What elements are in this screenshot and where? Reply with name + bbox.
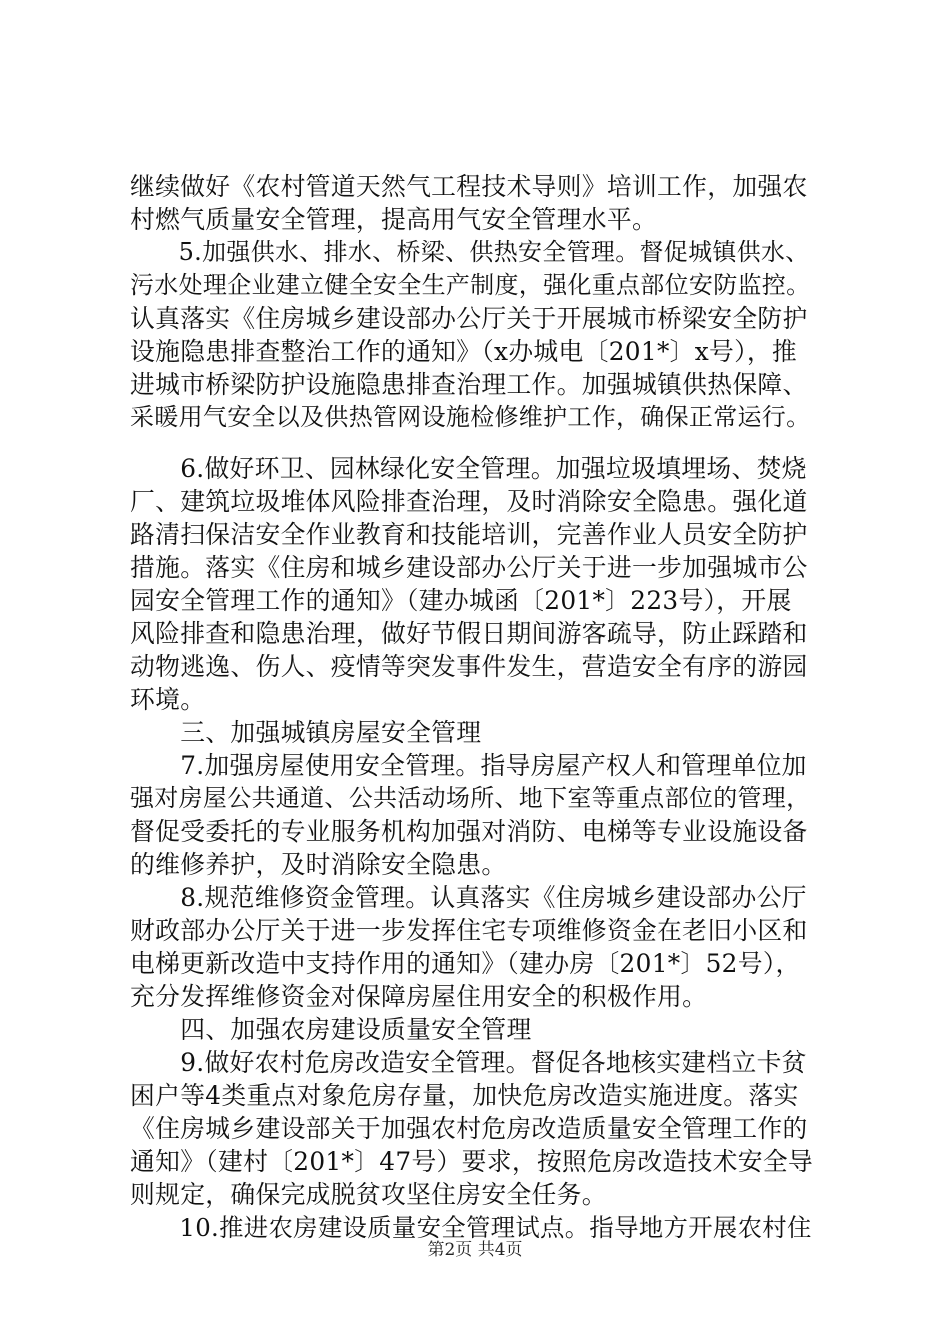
- text-line: 继续做好《农村管道天然气工程技术导则》培训工作，加强农: [130, 172, 808, 201]
- text-line: 困户等4类重点对象危房存量，加快危房改造实施进度。落实: [130, 1081, 799, 1110]
- text-line: 污水处理企业建立健全安全生产制度，强化重点部位安防监控。: [130, 271, 811, 299]
- text-line: 的维修养护，及时消除安全隐患。: [130, 850, 507, 879]
- text-line: 设施隐患排查整治工作的通知》（x办城电〔201*〕x号），推: [130, 337, 798, 366]
- text-line: 动物逃逸、伤人、疫情等突发事件发生，营造安全有序的游园: [130, 652, 808, 681]
- text-line: 督促受委托的专业服务机构加强对消防、电梯等专业设施设备: [130, 817, 808, 846]
- text-line: 采暖用气安全以及供热管网设施检修维护工作，确保正常运行。: [130, 403, 811, 431]
- text-line: 5.加强供水、排水、桥梁、供热安全管理。督促城镇供水、: [130, 238, 810, 266]
- text-line: 村燃气质量安全管理，提高用气安全管理水平。: [130, 205, 658, 234]
- text-line: 《住房城乡建设部关于加强农村危房改造质量安全管理工作的: [130, 1114, 808, 1143]
- text-line: 6.做好环卫、园林绿化安全管理。加强垃圾填埋场、焚烧: [130, 454, 807, 483]
- text-line: 风险排查和隐患治理，做好节假日期间游客疏导，防止踩踏和: [130, 619, 808, 648]
- text-line: 路清扫保洁安全作业教育和技能培训，完善作业人员安全防护: [130, 520, 808, 549]
- text-line: 强对房屋公共通道、公共活动场所、地下室等重点部位的管理，: [130, 784, 811, 812]
- text-line: 充分发挥维修资金对保障房屋住用安全的积极作用。: [130, 982, 708, 1011]
- text-line: 10.推进农房建设质量安全管理试点。指导地方开展农村住: [130, 1213, 812, 1242]
- text-line: 园安全管理工作的通知》（建办城函〔201*〕223号），开展: [130, 586, 792, 615]
- text-line: 厂、建筑垃圾堆体风险排查治理，及时消除安全隐患。强化道: [130, 487, 808, 516]
- text-line: 7.加强房屋使用安全管理。指导房屋产权人和管理单位加: [130, 751, 807, 780]
- text-line: 措施。落实《住房和城乡建设部办公厅关于进一步加强城市公: [130, 553, 808, 582]
- text-line: 电梯更新改造中支持作用的通知》（建办房〔201*〕52号），: [130, 949, 801, 978]
- text-line: 进城市桥梁防护设施隐患排查治理工作。加强城镇供热保障、: [130, 370, 808, 399]
- text-line: 通知》（建村〔201*〕47号）要求，按照危房改造技术安全导: [130, 1147, 814, 1176]
- text-line: 则规定，确保完成脱贫攻坚住房安全任务。: [130, 1180, 607, 1209]
- section-heading: 四、加强农房建设质量安全管理: [130, 1015, 532, 1044]
- text-line: 环境。: [130, 685, 206, 714]
- text-line: 财政部办公厅关于进一步发挥住宅专项维修资金在老旧小区和: [130, 916, 808, 945]
- text-line: 认真落实《住房城乡建设部办公厅关于开展城市桥梁安全防护: [130, 304, 808, 333]
- section-heading: 三、加强城镇房屋安全管理: [130, 718, 482, 747]
- text-line: 8.规范维修资金管理。认真落实《住房城乡建设部办公厅: [130, 883, 807, 912]
- page-footer: 第2页 共4页: [427, 1240, 523, 1260]
- text-line: 9.做好农村危房改造安全管理。督促各地核实建档立卡贫: [130, 1048, 807, 1077]
